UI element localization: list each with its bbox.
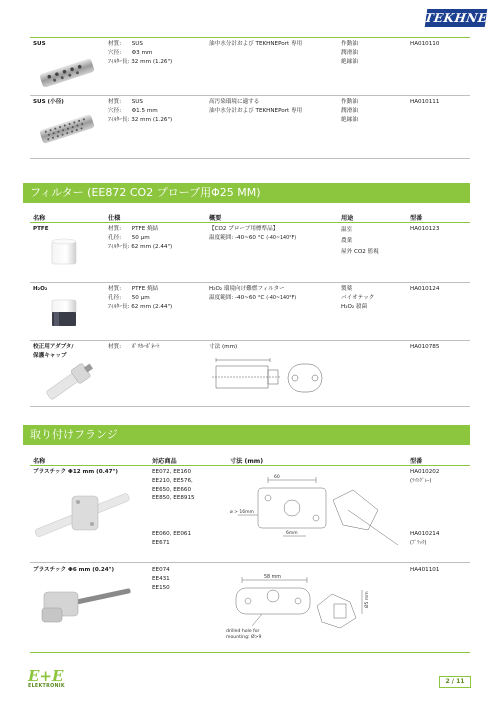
row-part: HA010785 xyxy=(410,344,440,350)
row-part: HA401101 xyxy=(410,567,440,573)
col-spec: 仕様 xyxy=(108,215,121,222)
col-products: 対応商品 xyxy=(152,458,177,465)
col-name: 名称 xyxy=(33,458,46,465)
row-desc: 高汚染環境に適する 油中水分計および TEKHNEPort 専用 xyxy=(209,99,303,114)
row-use: 製薬 バイオテック H₂O₂ 殺菌 xyxy=(341,286,375,310)
row-name: H₂O₂ xyxy=(33,286,48,292)
col-part: 型番 xyxy=(410,458,423,465)
adapter-dimension-drawing xyxy=(210,356,330,401)
row-divider xyxy=(30,95,470,96)
row-name: 校正用アダプタ/ 保護キャップ xyxy=(33,344,74,359)
dim-label: 58 mm xyxy=(264,575,281,580)
row-part: HA010111 xyxy=(410,99,440,105)
row-divider xyxy=(30,158,470,159)
row-name: プラスチック Φ12 mm (0.47") xyxy=(33,469,118,475)
row-products: EE074 EE431 EE150 xyxy=(152,567,170,591)
row-name: PTFE xyxy=(33,226,49,232)
row-divider xyxy=(30,340,470,341)
col-name: 名称 xyxy=(33,215,46,222)
row-products: EE072, EE160 EE210, EE576, EE650, EE660 EE850, EE8915 xyxy=(152,469,195,502)
h2o2-filter-image xyxy=(47,297,83,329)
tekhne-logo: TEKHNE xyxy=(423,11,489,25)
row-part: HA010202 (ﾗｲﾄｸﾞﾚｰ) xyxy=(410,469,440,484)
dim-label: 6mm xyxy=(286,531,298,536)
dim-label: mounting: Ø>9 xyxy=(226,635,262,640)
dim-label: Ø5 mm xyxy=(365,591,370,608)
row-part-b: HA010214 (ﾌﾞﾗｯｸ) xyxy=(410,531,440,546)
flange-6mm-drawing xyxy=(222,568,382,650)
row-name: プラスチック Φ6 mm (0.24") xyxy=(33,567,115,573)
row-desc: 寸法 (mm) xyxy=(209,344,238,350)
col-use: 用途 xyxy=(341,215,354,222)
row-divider xyxy=(30,406,470,407)
row-divider xyxy=(30,562,470,563)
row-desc: 【CO2 プローブ用標準品】 温度範囲: -40~60 °C (-40~140°F) xyxy=(209,226,297,241)
dim-label: 60 xyxy=(274,475,280,480)
calibration-adapter-image xyxy=(40,356,100,406)
row-desc: H₂O₂ 環境向け難燃フィルター 温度範囲: -40~60 °C (-40~140°F) xyxy=(209,286,297,301)
flange-12mm-drawing xyxy=(228,470,398,555)
row-desc: 油中水分計および TEKHNEPort 専用 xyxy=(209,41,303,47)
col-desc: 概要 xyxy=(209,215,222,222)
row-divider xyxy=(30,282,470,283)
page-number: 2 / 11 xyxy=(439,676,471,688)
row-name: SUS xyxy=(33,41,46,47)
row-part: HA010123 xyxy=(410,226,440,232)
sus-small-filter-image xyxy=(36,114,98,144)
row-use: 作動油 潤滑油 絶縁油 xyxy=(341,99,358,123)
bottom-rule xyxy=(30,652,470,653)
row-products-b: EE060, EE061 EE671 xyxy=(152,531,192,546)
ptfe-filter-image xyxy=(47,237,83,267)
top-rule xyxy=(30,37,470,38)
row-use: 作動油 潤滑油 絶縁油 xyxy=(341,41,358,65)
row-part: HA010124 xyxy=(410,286,440,292)
section-title-filter: フィルター (EE872 CO2 プローブ用Φ25 MM) xyxy=(23,183,470,203)
row-part: HA010110 xyxy=(410,41,440,47)
sus-filter-image xyxy=(36,59,98,87)
ee-logo: E+E ELEKTRONIK xyxy=(28,667,65,689)
flange-12mm-image xyxy=(30,484,140,544)
row-use: 温室 農業 屋外 CO2 監視 xyxy=(341,227,379,255)
dim-label: ø > 16mm xyxy=(230,510,254,515)
row-name: SUS (小径) xyxy=(33,99,64,105)
header-rule xyxy=(30,465,470,466)
flange-6mm-image xyxy=(34,578,134,628)
col-part: 型番 xyxy=(410,215,423,222)
col-dims: 寸法 (mm) xyxy=(230,458,264,465)
dim-label: drilled hole for xyxy=(226,629,260,634)
section-title-flange: 取り付けフランジ xyxy=(23,425,470,445)
header-rule xyxy=(30,222,470,223)
